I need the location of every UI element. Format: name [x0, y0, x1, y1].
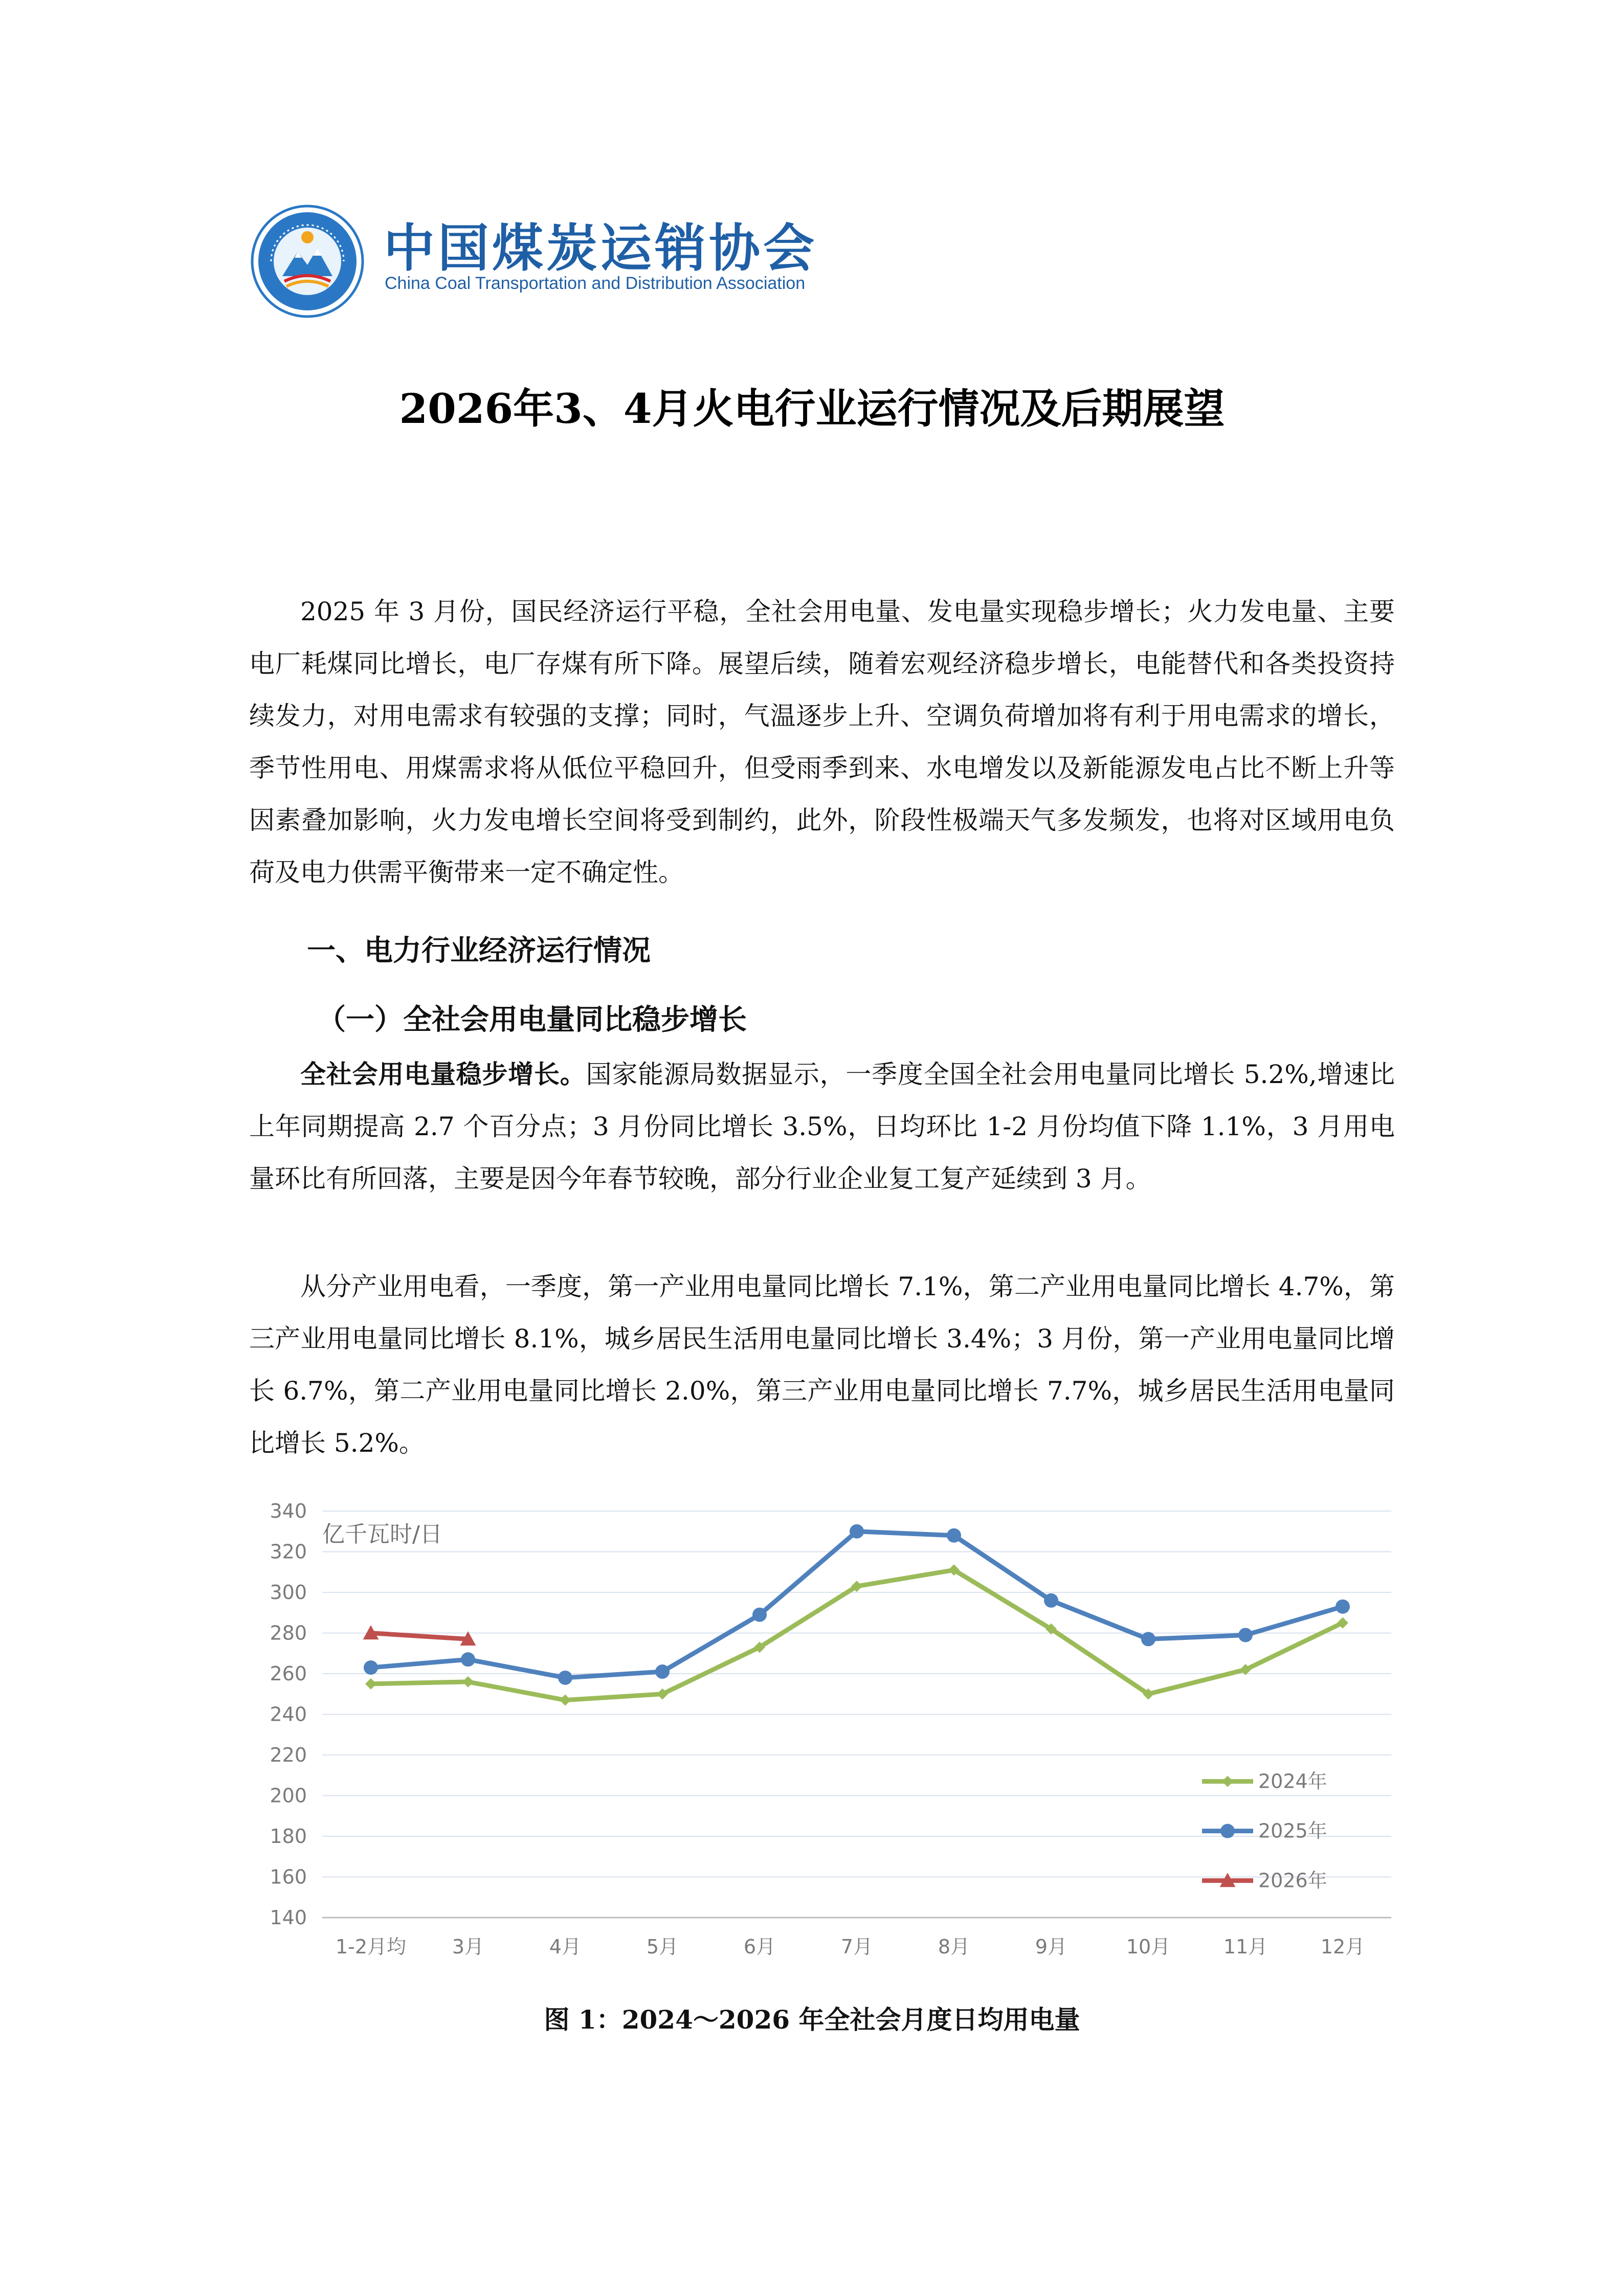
legend-item — [1202, 1770, 1327, 1793]
x-axis-ticks — [336, 1935, 1365, 1958]
daily-electricity-line-chart — [246, 1496, 1412, 1966]
y-tick-label: 280 — [270, 1622, 307, 1645]
y-tick-label: 180 — [270, 1825, 307, 1848]
data-point — [655, 1664, 670, 1679]
y-tick-label: 240 — [270, 1703, 307, 1726]
paragraph-by-industry: 从分产业用电看，一季度，第一产业用电量同比增长 7.1%，第二产业用电量同比增长 4.7%，第三产业用电量同比增长 8.1%，城乡居民生活用电量同比增长 3.4%；3 月份，第一产业用电量同比增长 6.7%，第二产业用电量同比增长 2.0%，第三产业用电量同比增长 7.7%，城乡居民生活用电量同比增长 5.2%。 — [249, 1272, 1395, 1458]
y-tick-label: 200 — [270, 1784, 307, 1807]
x-tick-label: 12月 — [1320, 1935, 1365, 1958]
x-tick-label: 5月 — [646, 1935, 679, 1958]
chart-legend — [1202, 1770, 1327, 1892]
paragraph-electricity-consumption — [249, 1048, 1395, 1205]
y-tick-label: 160 — [270, 1865, 307, 1888]
y-tick-label: 260 — [270, 1662, 307, 1685]
series-2026年 — [363, 1625, 476, 1646]
series-line — [371, 1532, 1343, 1678]
y-tick-label: 220 — [270, 1744, 307, 1766]
data-point — [1044, 1593, 1058, 1608]
y-tick-label: 140 — [270, 1906, 307, 1929]
y-axis-unit-label: 亿千瓦时/日 — [322, 1521, 442, 1547]
data-point — [1220, 1824, 1235, 1838]
data-point — [461, 1652, 475, 1667]
x-tick-label: 9月 — [1035, 1935, 1067, 1958]
x-tick-label: 8月 — [938, 1935, 970, 1958]
paragraph-body: 国家能源局数据显示，一季度全国全社会用电量同比增长 5.2%,增速比上年同期提高 2.7 个百分点；3 月份同比增长 3.5%，日均环比 1-2 月份均值下降 1.1%，3 月用电量环比有所回落，主要是因今年春节较晚，部分行业企业复工复产延续到 3 月。 — [249, 1060, 1395, 1194]
series-2025年 — [364, 1524, 1350, 1685]
figure-caption: 图 1：2024～2026 年全社会月度日均用电量 — [544, 2005, 1080, 2035]
legend-item — [1202, 1870, 1327, 1892]
intro-paragraph: 2025 年 3 月份，国民经济运行平稳，全社会用电量、发电量实现稳步增长；火力发电量、主要电厂耗煤同比增长，电厂存煤有所下降。展望后续，随着宏观经济稳步增长，电能替代和各类投资持续发力，对用电需求有较强的支撑；同时，气温逐步上升、空调负荷增加将有利于用电需求的增长，季节性用电、用煤需求将从低位平稳回升，但受雨季到来、水电增发以及新能源发电占比不断上升等因素叠加影响，火力发电增长空间将受到制约，此外，阶段性极端天气多发频发，也将对区域用电负荷及电力供需平衡带来一定不确定性。 — [249, 597, 1395, 887]
paragraph-lead: 全社会用电量稳步增长。 — [300, 1059, 586, 1089]
x-tick-label: 4月 — [549, 1935, 582, 1958]
subsection-heading: （一）全社会用电量同比稳步增长 — [317, 1003, 747, 1037]
data-point — [1141, 1632, 1155, 1646]
y-tick-label: 300 — [270, 1581, 307, 1604]
x-tick-label: 11月 — [1223, 1935, 1268, 1958]
data-point — [850, 1524, 864, 1539]
data-point — [1238, 1628, 1253, 1642]
document-title: 2026年3、4月火电行业运行情况及后期展望 — [399, 385, 1225, 433]
y-tick-label: 340 — [270, 1500, 307, 1522]
x-tick-label: 1-2月均 — [335, 1935, 407, 1958]
data-point — [560, 1695, 571, 1706]
org-name-cn: 中国煤炭运销协会 — [384, 218, 817, 278]
data-point — [462, 1676, 474, 1687]
data-point — [752, 1608, 767, 1622]
grid-lines — [322, 1511, 1391, 1918]
legend-label: 2024年 — [1258, 1770, 1327, 1793]
section-heading: 一、电力行业经济运行情况 — [307, 934, 651, 967]
data-point — [1222, 1776, 1233, 1787]
data-point — [365, 1678, 376, 1690]
data-point — [558, 1671, 572, 1685]
association-emblem-icon — [251, 205, 364, 318]
y-tick-label: 320 — [270, 1540, 307, 1563]
y-axis-ticks — [270, 1500, 307, 1929]
x-tick-label: 10月 — [1126, 1935, 1171, 1958]
x-tick-label: 7月 — [840, 1935, 873, 1958]
data-point — [364, 1660, 378, 1675]
series-line — [371, 1633, 468, 1639]
org-header — [251, 202, 839, 325]
legend-item — [1202, 1820, 1327, 1842]
x-tick-label: 3月 — [452, 1935, 484, 1958]
legend-label: 2025年 — [1258, 1819, 1327, 1842]
data-point — [1336, 1600, 1350, 1614]
legend-label: 2026年 — [1258, 1869, 1327, 1892]
x-tick-label: 6月 — [743, 1935, 776, 1958]
org-name-en: China Coal Transportation and Distribution Association — [385, 274, 806, 293]
data-point — [947, 1528, 961, 1543]
